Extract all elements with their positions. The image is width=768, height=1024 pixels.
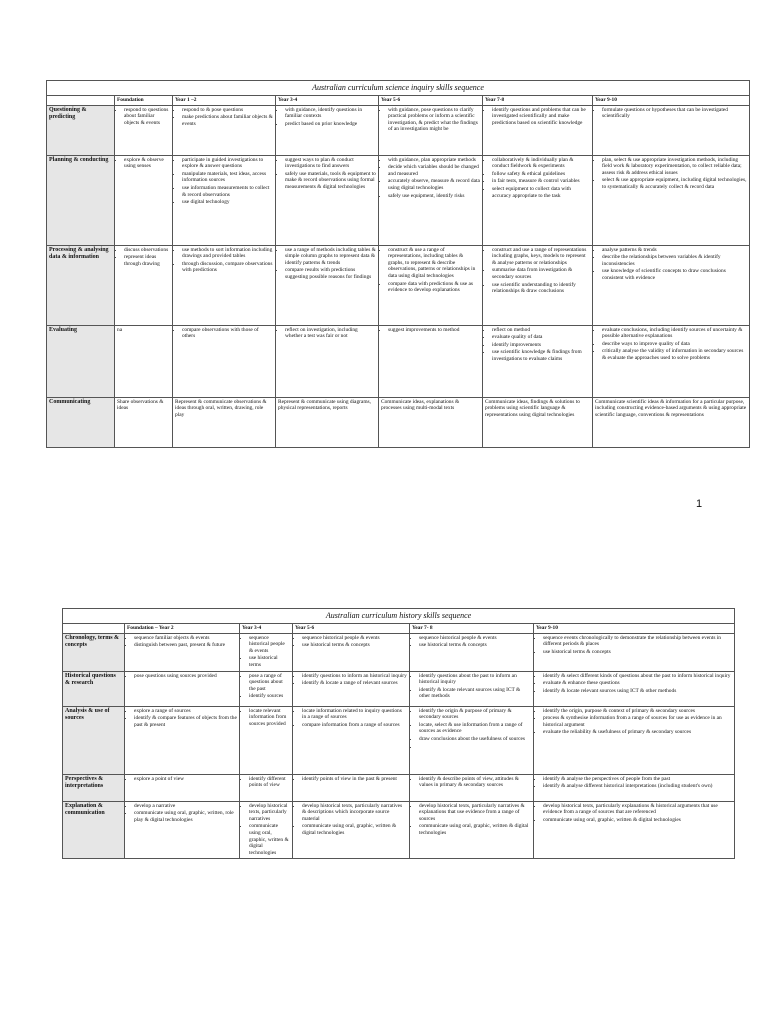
bullet-item: • make predictions about familiar objects & events xyxy=(182,114,273,127)
table-cell xyxy=(534,671,735,706)
table-cell xyxy=(410,671,534,706)
bullet-item: • decide which variables should be changed and measured xyxy=(388,164,480,177)
bullet-item: • compare results with predictions suggesting possible reasons for findings xyxy=(285,267,376,280)
table-row xyxy=(63,706,735,774)
row-label: Questioning & predicting xyxy=(47,105,115,155)
table-cell xyxy=(125,633,240,671)
bullet-item: • with guidance, plan appropriate methods xyxy=(388,157,480,164)
column-header: Year 1 –2 xyxy=(173,96,276,106)
table-row xyxy=(63,671,735,706)
bullet-item: • evaluate quality of data xyxy=(492,334,590,341)
column-header: Year 7-8 xyxy=(483,96,593,106)
cell-text: na xyxy=(117,326,123,333)
table-cell xyxy=(293,633,410,671)
bullet-item: • use historical terms & concepts xyxy=(302,642,407,649)
table-cell xyxy=(125,671,240,706)
bullet-item: • sequence historical people & events xyxy=(302,635,407,642)
bullet-item: • identify & locate relevant sources using ICT & other methods xyxy=(419,687,531,700)
bullet-item: • identify & describe points of view, attitudes & values in primary & secondary sources xyxy=(419,776,531,789)
table-cell xyxy=(115,105,173,155)
cell-text: Communicate ideas, explanations & processes using multi-modal texts xyxy=(381,398,460,412)
bullet-item: • plan, select & use appropriate investigation methods, including field work & laboratory experimentation, to collect reliable data; assess risk & address ethical issues xyxy=(602,157,747,177)
table-cell xyxy=(173,325,276,397)
table-cell xyxy=(115,155,173,245)
column-header: Foundation xyxy=(115,96,173,106)
column-header: Year 9-10 xyxy=(534,624,735,634)
bullet-item: • use historical terms & concepts xyxy=(419,642,531,649)
table-cell xyxy=(293,774,410,801)
table-cell xyxy=(593,397,750,447)
bullet-item: • describe ways to improve quality of data xyxy=(602,341,747,348)
bullet-item: • follow safety & ethical guidelines xyxy=(492,171,590,178)
bullet-item: • develop historical texts, particularly narratives & descriptions which incorporate source material xyxy=(302,803,407,823)
science-table-title: Australian curriculum science inquiry skills sequence xyxy=(47,81,750,96)
bullet-item: • through discussion, compare observations with predictions xyxy=(182,261,273,274)
bullet-item: • represent ideas through drawing xyxy=(124,254,170,267)
bullet-item: • describe the relationships between variables & identify inconsistencies xyxy=(602,254,747,267)
table-cell xyxy=(240,633,293,671)
table-cell xyxy=(379,105,483,155)
bullet-item: • reflect on method xyxy=(492,327,590,334)
bullet-item: • process & synthesise information from a range of sources for use as evidence in an historical argument xyxy=(543,715,732,728)
row-label: Explanation & communication xyxy=(63,801,125,859)
table-cell xyxy=(593,105,750,155)
bullet-item: • identify sources xyxy=(249,693,290,700)
bullet-item: • locate relevant information from sources provided xyxy=(249,708,290,728)
bullet-item: • evaluate conclusions, including identify sources of uncertainty & possible alternative explanations xyxy=(602,327,747,340)
table-cell xyxy=(276,245,379,325)
table-cell xyxy=(240,801,293,859)
bullet-item: • identify & select different kinds of questions about the past to inform historical inquiry xyxy=(543,673,732,680)
bullet-item: • formulate questions or hypotheses that can be investigated scientifically xyxy=(602,107,747,120)
row-label: Evaluating xyxy=(47,325,115,397)
row-label: Processing & analysing data & information xyxy=(47,245,115,325)
bullet-item: • respond to questions about familiar objects & events xyxy=(124,107,170,127)
table-cell xyxy=(483,155,593,245)
bullet-item: • develop historical texts, particularly narratives & explanations that use evidence from a range of sources xyxy=(419,803,531,823)
bullet-item: • communicate using oral, graphic, written & digital technologies xyxy=(543,817,732,824)
bullet-item: • with guidance, pose questions to clarify practical problems or inform a scientific investigation, & predict what the findings of an investigation might be xyxy=(388,107,480,133)
history-table-title: Australian curriculum history skills sequence xyxy=(63,609,735,624)
bullet-item: • use methods to sort information including drawings and provided tables xyxy=(182,247,273,260)
bullet-item: • use scientific knowledge & findings from investigations to evaluate claims xyxy=(492,349,590,362)
cell-text: Share observations & ideas xyxy=(117,398,164,412)
row-label: Communicating xyxy=(47,397,115,447)
table-cell xyxy=(173,105,276,155)
column-header: Year 5-6 xyxy=(379,96,483,106)
bullet-item: • identify questions and problems that can be investigated scientifically and make predictions based on scientific knowledge xyxy=(492,107,590,127)
row-label: Planning & conducting xyxy=(47,155,115,245)
table-cell xyxy=(534,706,735,774)
bullet-item: • suggest improvements to method xyxy=(388,327,480,334)
table-cell xyxy=(276,397,379,447)
bullet-item: • in fair tests, measure & control variables xyxy=(492,178,590,185)
bullet-item: • safely use materials, tools & equipment to make & record observations using formal measurements & digital technologies xyxy=(285,171,376,191)
column-header: Year 3-4 xyxy=(276,96,379,106)
bullet-item: • locate, select & use information from a range of sources as evidence xyxy=(419,722,531,735)
bullet-item: • communicate using oral, graphic, written & digital technologies xyxy=(302,823,407,836)
bullet-item: • accurately observe, measure & record data using digital technologies xyxy=(388,178,480,191)
table-cell xyxy=(293,801,410,859)
bullet-item: • use knowledge of scientific concepts to draw conclusions consistent with evidence xyxy=(602,268,747,281)
cell-text: Communicate ideas, findings & solutions to problems using scientific language & representations using digital technologies xyxy=(485,398,580,418)
table-cell xyxy=(483,245,593,325)
bullet-item: • summarise data from investigation & secondary sources xyxy=(492,267,590,280)
bullet-item: • draw conclusions about the usefulness of sources xyxy=(419,736,531,743)
bullet-item: • use historical terms xyxy=(249,655,290,668)
table-cell xyxy=(483,325,593,397)
bullet-item: • use scientific understanding to identify relationships & draw conclusions xyxy=(492,282,590,295)
bullet-item: • critically analyse the validity of information in secondary sources & evaluate the approaches used to solve problems xyxy=(602,348,747,361)
bullet-item: • develop a narrative xyxy=(134,803,237,810)
bullet-item: • explore a point of view xyxy=(134,776,237,783)
bullet-item: • develop historical texts, particularly narratives xyxy=(249,803,290,823)
bullet-item: • pose questions using sources provided xyxy=(134,673,237,680)
table-cell xyxy=(276,155,379,245)
page-number: 1 xyxy=(696,498,703,510)
table-cell xyxy=(379,325,483,397)
science-skills-table xyxy=(46,80,750,448)
table-cell xyxy=(115,325,173,397)
bullet-item: • evaluate the reliability & usefulness of primary & secondary sources xyxy=(543,729,732,736)
table-cell xyxy=(240,671,293,706)
bullet-item: • communicate using oral, graphic, written, role play & digital technologies xyxy=(134,810,237,823)
bullet-item: • compare data with predictions & use as evidence to develop explanations xyxy=(388,281,480,294)
table-cell xyxy=(173,245,276,325)
bullet-item: • identify the origin, purpose & context of primary & secondary sources xyxy=(543,708,732,715)
row-label: Analysis & use of sources xyxy=(63,706,125,774)
bullet-item: • construct & use a range of representations, including tables & graphs, to represent & describe observations, patterns or relationships in data using digital technologies xyxy=(388,247,480,280)
table-cell xyxy=(276,325,379,397)
bullet-item: • identify & compare features of objects from the past & present xyxy=(134,715,237,728)
corner-cell xyxy=(47,96,115,106)
table-row xyxy=(63,633,735,671)
bullet-item: • reflect on investigation, including whether a test was fair or not xyxy=(285,327,376,340)
bullet-item: • communicate using oral, graphic, written & digital technologies xyxy=(419,823,531,836)
bullet-item: • identify & analyse the perspectives of people from the past xyxy=(543,776,732,783)
bullet-item: • distinguish between past, present & future xyxy=(134,642,237,649)
table-row xyxy=(63,801,735,859)
cell-text: Represent & communicate observations & ideas through oral, written, drawing, role play xyxy=(175,398,267,418)
corner-cell xyxy=(63,624,125,634)
bullet-item: • safely use equipment, identify risks xyxy=(388,193,480,200)
table-cell xyxy=(125,774,240,801)
table-cell xyxy=(125,706,240,774)
bullet-item: • identify questions about the past to inform an historical inquiry xyxy=(419,673,531,686)
column-header: Year 5-6 xyxy=(293,624,410,634)
table-cell xyxy=(593,325,750,397)
table-cell xyxy=(379,397,483,447)
table-cell xyxy=(125,801,240,859)
table-cell xyxy=(276,105,379,155)
table-cell xyxy=(483,105,593,155)
table-cell xyxy=(293,706,410,774)
table-cell xyxy=(293,671,410,706)
column-header: Year 3-4 xyxy=(240,624,293,634)
history-skills-table xyxy=(62,608,735,859)
bullet-item: • use digital technology xyxy=(182,199,273,206)
bullet-item: • use a range of methods including tables & simple column graphs to represent data & identify patterns & trends xyxy=(285,247,376,267)
table-row xyxy=(47,397,750,447)
cell-text: Communicate scientific ideas & information for a particular purpose, including constructing evidence-based arguments & using appropriate scientific language, conventions & representations xyxy=(595,398,747,418)
table-cell xyxy=(379,245,483,325)
table-cell xyxy=(410,706,534,774)
table-cell xyxy=(115,245,173,325)
bullet-item: • locate information related to inquiry questions in a range of sources xyxy=(302,708,407,721)
table-cell xyxy=(240,774,293,801)
bullet-item: • compare information from a range of sources xyxy=(302,722,407,729)
bullet-item: • identify the origin & purpose of primary & secondary sources xyxy=(419,708,531,721)
bullet-item: • analyse patterns & trends xyxy=(602,247,747,254)
bullet-item: • identify different points of view xyxy=(249,776,290,789)
table-cell xyxy=(593,155,750,245)
table-row xyxy=(63,774,735,801)
bullet-item: • sequence historical people & events xyxy=(249,635,290,655)
bullet-item: • select equipment to collect data with accuracy appropriate to the task xyxy=(492,186,590,199)
bullet-item: • pose a range of questions about the past xyxy=(249,673,290,693)
bullet-item: • identify & locate a range of relevant sources xyxy=(302,680,407,687)
table-row xyxy=(47,105,750,155)
bullet-item: • identify & analyse different historical interpretations (including student's own) xyxy=(543,783,732,790)
bullet-item: • collaboratively & individually plan & conduct fieldwork & experiments xyxy=(492,157,590,170)
table-row xyxy=(47,245,750,325)
table-cell xyxy=(379,155,483,245)
bullet-item: • suggest ways to plan & conduct investigations to find answers xyxy=(285,157,376,170)
bullet-item xyxy=(419,744,531,751)
table-cell xyxy=(483,397,593,447)
bullet-item: • identify improvements xyxy=(492,342,590,349)
bullet-item: • sequence events chronologically to demonstrate the relationship between events in different periods & places xyxy=(543,635,732,648)
bullet-item: • predict based on prior knowledge xyxy=(285,121,376,128)
bullet-item: • discuss observations xyxy=(124,247,170,254)
table-cell xyxy=(593,245,750,325)
bullet-item: • respond to & pose questions xyxy=(182,107,273,114)
column-header: Year 9-10 xyxy=(593,96,750,106)
bullet-item: • identify points of view in the past & present xyxy=(302,776,407,783)
table-row xyxy=(47,325,750,397)
table-cell xyxy=(410,801,534,859)
table-cell xyxy=(115,397,173,447)
column-header: Year 7- 8 xyxy=(410,624,534,634)
bullet-item: • participate in guided investigations to explore & answer questions xyxy=(182,157,273,170)
bullet-item: • manipulate materials, test ideas, access information sources xyxy=(182,171,273,184)
bullet-item: • sequence familiar objects & events xyxy=(134,635,237,642)
bullet-item: • develop historical texts, particularly explanations & historical arguments that use evidence from a range of sources that are referenced xyxy=(543,803,732,816)
row-label: Chronology, terms & concepts xyxy=(63,633,125,671)
table-cell xyxy=(410,633,534,671)
bullet-item: • explore a range of sources xyxy=(134,708,237,715)
bullet-item: • construct and use a range of representations including graphs, keys, models to represent & analyse patterns or relationships xyxy=(492,247,590,267)
bullet-item: • use information measurements to collect & record observations xyxy=(182,185,273,198)
bullet-item: • identify & locate relevant sources using ICT & other methods xyxy=(543,688,732,695)
bullet-item: • compare observations with those of others xyxy=(182,327,273,340)
table-cell xyxy=(173,155,276,245)
bullet-item: • communicate using oral, graphic, written & digital technologies xyxy=(249,823,290,856)
table-row xyxy=(47,155,750,245)
table-cell xyxy=(534,774,735,801)
bullet-item: • identify questions to inform an historical inquiry xyxy=(302,673,407,680)
table-cell xyxy=(173,397,276,447)
bullet-item: • sequence historical people & events xyxy=(419,635,531,642)
bullet-item: • select & use appropriate equipment, including digital technologies, to systematically & accurately collect & record data xyxy=(602,177,747,190)
bullet-item: • use historical terms & concepts xyxy=(543,649,732,656)
bullet-item: • evaluate & enhance these questions xyxy=(543,680,732,687)
table-cell xyxy=(410,774,534,801)
bullet-item: • explore & observe using senses xyxy=(124,157,170,170)
row-label: Perspectives & interpretations xyxy=(63,774,125,801)
row-label: Historical questions & research xyxy=(63,671,125,706)
table-cell xyxy=(240,706,293,774)
bullet-item: • with guidance, identify questions in familiar contexts xyxy=(285,107,376,120)
table-cell xyxy=(534,633,735,671)
cell-text: Represent & communicate using diagrams, physical representations, reports xyxy=(278,398,371,412)
column-header: Foundation – Year 2 xyxy=(125,624,240,634)
table-cell xyxy=(534,801,735,859)
